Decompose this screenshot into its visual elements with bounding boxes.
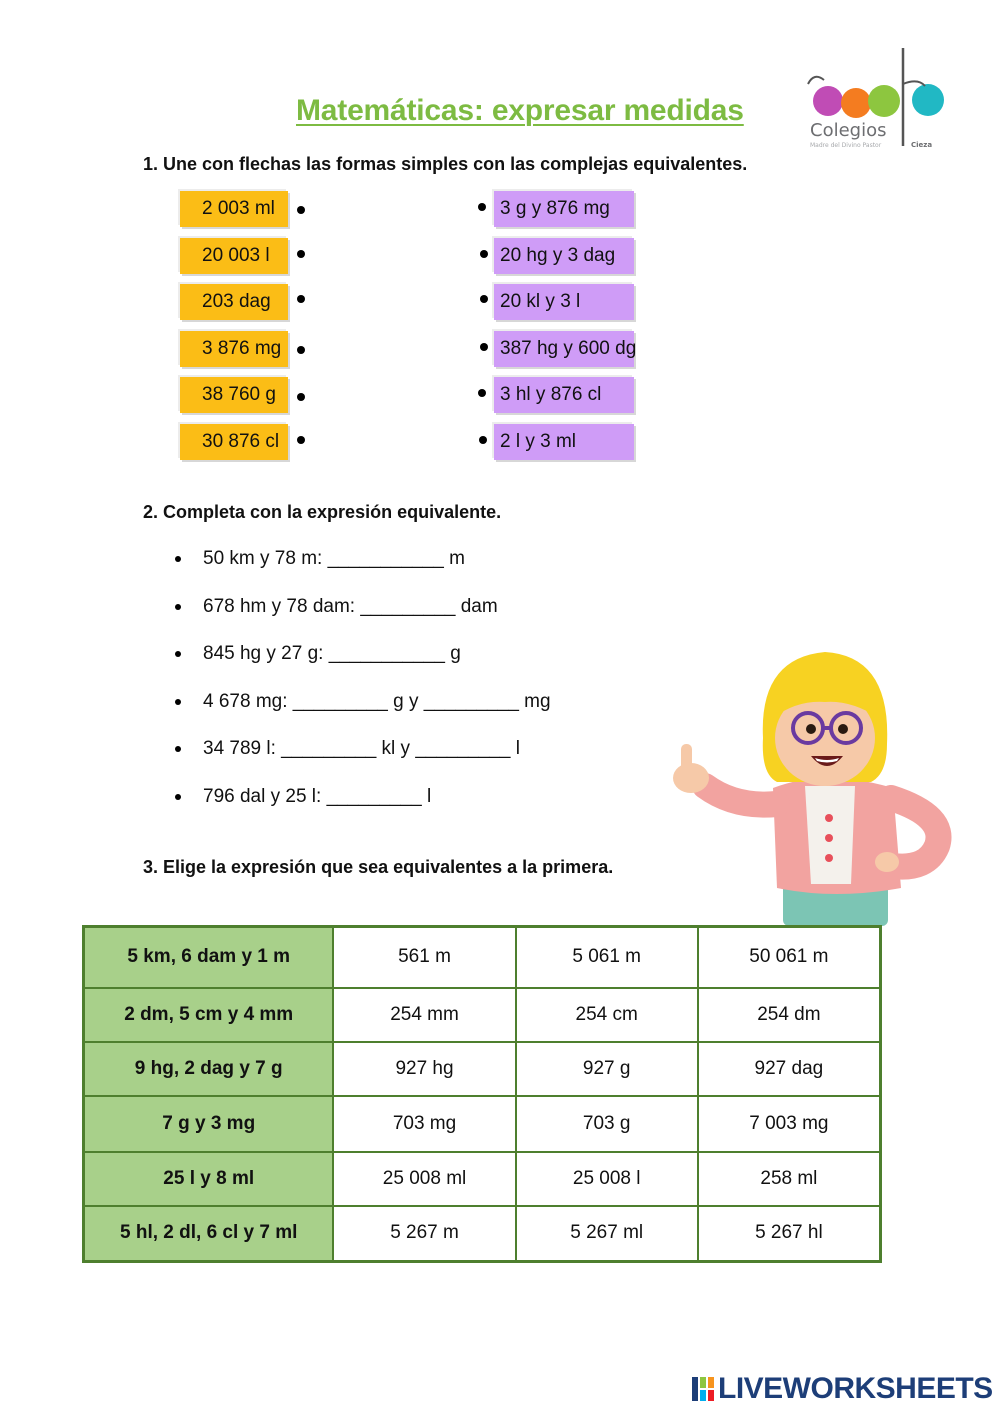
left-connector-dot[interactable] [297,436,305,444]
left-option[interactable]: 30 876 cl [180,424,288,460]
logo-text: Colegios [810,120,887,141]
right-option[interactable]: 20 hg y 3 dag [494,238,634,274]
table-row [84,1042,881,1096]
option-cell[interactable]: 254 mm [333,988,515,1042]
right-connector-dot[interactable] [479,436,487,444]
option-cell[interactable]: 927 hg [333,1042,515,1096]
table-row [84,1152,881,1206]
exercise3-table [82,925,882,1263]
exercise1-instruction: 1. Une con flechas las formas simples con las complejas equivalentes. [143,154,748,174]
right-option[interactable]: 3 g y 876 mg [494,191,634,227]
option-cell[interactable]: 5 267 ml [516,1206,698,1262]
brand-text: LIVEWORKSHEETS [718,1372,993,1405]
right-option[interactable]: 2 l y 3 ml [494,424,634,460]
fill-in-item[interactable]: 678 hm y 78 dam: _________ dam [172,593,551,641]
table-row [84,1206,881,1262]
left-option[interactable]: 38 760 g [180,377,288,413]
left-option[interactable]: 2 003 ml [180,191,288,227]
liveworksheets-brand [692,1374,993,1404]
option-cell[interactable]: 5 267 m [333,1206,515,1262]
right-connector-dot[interactable] [480,295,488,303]
page-title: Matemáticas: expresar medidas [296,94,744,127]
prompt-cell: 2 dm, 5 cm y 4 mm [84,988,334,1042]
left-connector-dot[interactable] [297,206,305,214]
fill-in-item[interactable]: 34 789 l: _________ kl y _________ l [172,735,551,783]
right-option[interactable]: 3 hl y 876 cl [494,377,634,413]
prompt-cell: 25 l y 8 ml [84,1152,334,1206]
left-connector-dot[interactable] [297,346,305,354]
right-connector-dot[interactable] [478,203,486,211]
option-cell[interactable]: 7 003 mg [698,1096,881,1152]
option-cell[interactable]: 254 cm [516,988,698,1042]
exercise2-instruction: 2. Completa con la expresión equivalente. [143,502,502,522]
right-connector-dot[interactable] [478,389,486,397]
left-option[interactable]: 203 dag [180,284,288,320]
logo-place: Cieza [911,141,933,149]
table-row [84,1096,881,1152]
right-connector-dot[interactable] [480,250,488,258]
option-cell[interactable]: 561 m [333,927,515,988]
option-cell[interactable]: 927 g [516,1042,698,1096]
exercise2-list [172,545,551,831]
left-option[interactable]: 3 876 mg [180,331,288,367]
prompt-cell: 5 hl, 2 dl, 6 cl y 7 ml [84,1206,334,1262]
school-logo [800,44,955,154]
prompt-cell: 5 km, 6 dam y 1 m [84,927,334,988]
left-connector-dot[interactable] [297,295,305,303]
exercise3-instruction: 3. Elige la expresión que sea equivalentes a la primera. [143,857,614,877]
liveworksheets-icon [692,1377,714,1401]
right-connector-dot[interactable] [480,343,488,351]
option-cell[interactable]: 25 008 ml [333,1152,515,1206]
left-connector-dot[interactable] [297,393,305,401]
option-cell[interactable]: 50 061 m [698,927,881,988]
prompt-cell: 7 g y 3 mg [84,1096,334,1152]
option-cell[interactable]: 703 mg [333,1096,515,1152]
cartoon-girl-illustration [665,648,955,926]
fill-in-item[interactable]: 4 678 mg: _________ g y _________ mg [172,688,551,736]
option-cell[interactable]: 258 ml [698,1152,881,1206]
option-cell[interactable]: 254 dm [698,988,881,1042]
table-row [84,988,881,1042]
option-cell[interactable]: 703 g [516,1096,698,1152]
left-option[interactable]: 20 003 l [180,238,288,274]
option-cell[interactable]: 5 061 m [516,927,698,988]
fill-in-item[interactable]: 845 hg y 27 g: ___________ g [172,640,551,688]
logo-subtitle: Madre del Divino Pastor [810,142,882,149]
fill-in-item[interactable]: 796 dal y 25 l: _________ l [172,783,551,831]
option-cell[interactable]: 25 008 l [516,1152,698,1206]
fill-in-item[interactable]: 50 km y 78 m: ___________ m [172,545,551,593]
right-option[interactable]: 20 kl y 3 l [494,284,634,320]
left-connector-dot[interactable] [297,250,305,258]
option-cell[interactable]: 927 dag [698,1042,881,1096]
option-cell[interactable]: 5 267 hl [698,1206,881,1262]
prompt-cell: 9 hg, 2 dag y 7 g [84,1042,334,1096]
table-row [84,927,881,988]
right-option[interactable]: 387 hg y 600 dg [494,331,634,367]
